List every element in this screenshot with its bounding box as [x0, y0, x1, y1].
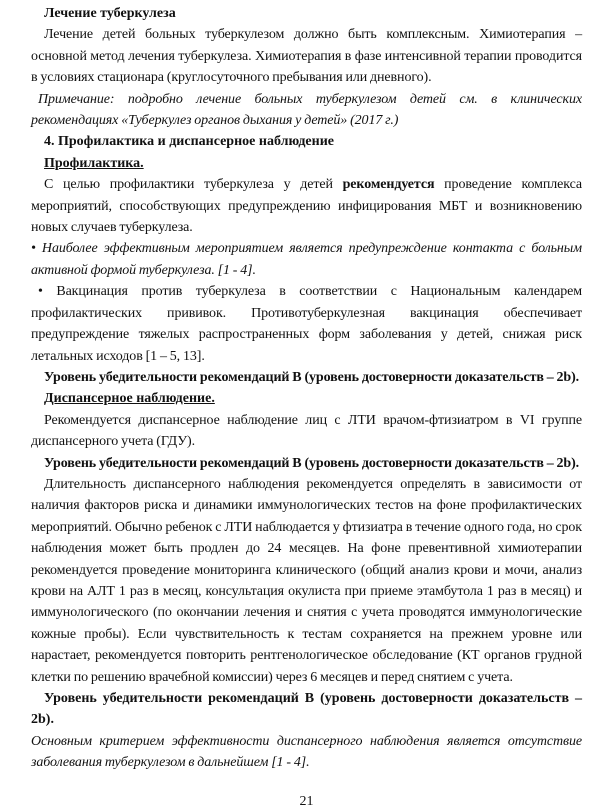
heading-section-4: 4. Профилактика и диспансерное наблюдение — [44, 134, 334, 150]
para-dispensary-observation: Рекомендуется диспансерное наблюдение лиц с ЛТИ врачом-фтизиатром в VI группе диспансерного учета (ГДУ). — [31, 412, 582, 450]
para-effectiveness-criterion: Основным критерием эффективности диспансерного наблюдения является отсутствие заболевания туберкулезом в дальнейшем [1 - 4]. — [31, 733, 582, 771]
para-observation-duration: Длительность диспансерного наблюдения рекомендуется определять в зависимости от наличия факторов риска и динамики иммунологических тестов на фоне профилактических мероприятий. Обычно ребенок с ЛТИ наблюдается у фтизиатра в течение одного года, но срок наблюдения может быть продлен до 24 месяцев. На фоне превентивной химиотерапии рекомендуется проведение мониторинга клинического (общий анализ крови и мочи, анализ крови на АЛТ 1 раз в месяц, консультация окулиста при приеме этамбутола 1 раз в месяц) и иммунологического (по окончании лечения и снятия с учета проводятся иммунологические кожные пробы). Если чувствительность к тестам сохраняется на прежнем уровне или нарастает, рекомендуется повторить рентгенологическое обследование (КТ органов грудной клетки по решению врачебной комиссии) через 6 месяцев и перед снятием с учета. — [31, 476, 582, 685]
para-prophylaxis-recommended-bold: рекомендуется — [342, 177, 435, 193]
heading-dispensary-observation — [31, 388, 582, 409]
heading-dispensary-label: Диспансерное наблюдение. — [44, 391, 215, 407]
evidence-level-statement-3: Уровень убедительности рекомендаций В (уровень достоверности доказательств – 2b). — [31, 691, 582, 728]
heading-treatment: Лечение туберкулеза — [44, 6, 176, 21]
heading-prophylaxis-label: Профилактика. — [44, 155, 144, 171]
page-number: 21 — [299, 793, 314, 809]
evidence-level-statement-2: Уровень убедительности рекомендаций В (уровень достоверности доказательств – 2b). — [44, 455, 580, 471]
para-prophylaxis-text-before: С целью профилактики туберкулеза у детей — [44, 177, 343, 193]
heading-prophylaxis — [31, 153, 582, 174]
evidence-level-statement-1: Уровень убедительности рекомендаций В (уровень достоверности доказательств – 2b). — [44, 369, 580, 385]
bullet-vaccination: • Вакцинация против туберкулеза в соответствии с Национальным календарем профилактических прививок. Противотуберкулезная вакцинация обеспечивает предупреждение тяжелых распространенных форм заболевания у детей, снижая риск летальных исходов [1 – 5, 13]. — [31, 284, 582, 364]
bullet-contact-prevention: • Наиболее эффективным мероприятием является предупреждение контакта с больным активной формой туберкулеза. [1 - 4]. — [31, 241, 582, 278]
note-clinical-recommendations: Примечание: подробно лечение больных туберкулезом детей см. в клинических рекомендациях «Туберкулез органов дыхания у детей» (2017 г.) — [31, 91, 582, 129]
para-prophylaxis-text-after: проведение комплекса мероприятий, способствующих предупреждению инфицирования МБТ и возникновению новых случаев туберкулеза. — [31, 177, 582, 236]
para-treatment: Лечение детей больных туберкулезом должно быть комплексным. Химиотерапия – основной метод лечения туберкулеза. Химиотерапия в фазе интенсивной терапии проводится в условиях стационара (круглосуточного пребывания или дневного). — [31, 27, 582, 86]
para-prophylaxis-goal — [31, 174, 582, 238]
